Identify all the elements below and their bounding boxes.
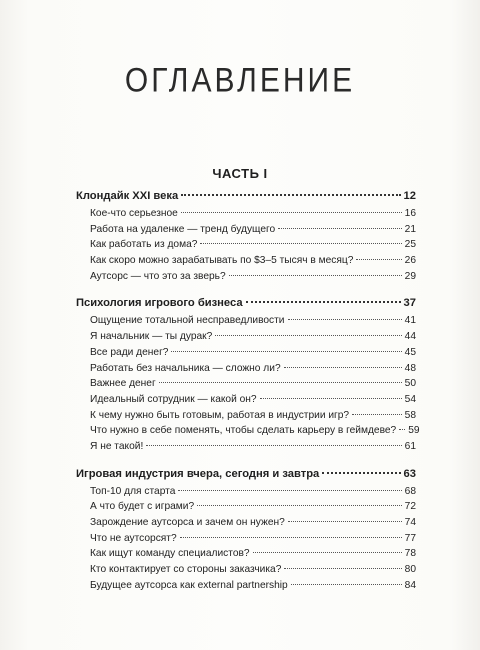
dot-leader bbox=[200, 243, 401, 244]
dot-leader bbox=[322, 472, 400, 474]
toc-section-title: Идеальный сотрудник — какой он? bbox=[90, 393, 257, 405]
dot-leader bbox=[215, 335, 401, 336]
toc-section[interactable] bbox=[76, 548, 416, 564]
toc-section[interactable] bbox=[76, 239, 416, 255]
toc-section-title: Топ-10 для старта bbox=[90, 485, 176, 497]
toc-section-title: Как работать из дома? bbox=[90, 239, 198, 251]
page-number: 84 bbox=[404, 579, 416, 591]
dot-leader bbox=[181, 194, 400, 196]
chapter-spacer bbox=[76, 457, 416, 468]
toc-section-title: Как ищут команду специалистов? bbox=[90, 548, 250, 560]
toc-section[interactable] bbox=[76, 347, 416, 363]
dot-leader bbox=[278, 228, 402, 229]
dot-leader bbox=[180, 537, 402, 538]
toc-section[interactable] bbox=[76, 224, 416, 240]
toc-section[interactable] bbox=[76, 564, 416, 580]
page-number: 48 bbox=[404, 362, 416, 374]
toc-section-title: Работать без начальника — сложно ли? bbox=[90, 362, 281, 374]
page-number: 74 bbox=[404, 517, 416, 528]
toc-section-title: Кто контактирует со стороны заказчика? bbox=[90, 564, 282, 576]
page-number: 68 bbox=[404, 485, 416, 497]
dot-leader bbox=[356, 259, 401, 260]
page-number: 77 bbox=[404, 532, 416, 544]
toc-section-title: Кое-что серьезное bbox=[90, 208, 178, 219]
dot-leader bbox=[229, 275, 402, 276]
dot-leader bbox=[181, 212, 402, 213]
toc-section-title: Все ради денег? bbox=[90, 346, 169, 358]
toc-chapter[interactable] bbox=[76, 297, 416, 315]
page-number: 41 bbox=[404, 315, 416, 327]
toc-section[interactable] bbox=[76, 255, 416, 271]
dot-leader bbox=[284, 367, 402, 368]
toc-chapter-title: Клондайк XXI века bbox=[76, 190, 179, 202]
toc-chapter[interactable] bbox=[76, 468, 416, 486]
page-number: 44 bbox=[404, 331, 416, 343]
toc-section-title: Что нужно в себе поменять, чтобы сделать карьеру в геймдеве? bbox=[90, 425, 397, 437]
toc-chapter-title: Психология игрового бизнеса bbox=[76, 297, 243, 310]
page-number: 50 bbox=[404, 378, 416, 390]
toc-section[interactable] bbox=[76, 486, 416, 502]
toc-chapter-title: Игровая индустрия вчера, сегодня и завтра bbox=[76, 467, 320, 480]
part-heading: ЧАСТЬ I bbox=[212, 166, 268, 181]
dot-leader bbox=[146, 445, 401, 446]
page-number: 12 bbox=[403, 190, 416, 202]
page-number: 78 bbox=[404, 548, 416, 560]
toc-section-title: Зарождение аутсорса и зачем он нужен? bbox=[90, 517, 285, 528]
page-number: 58 bbox=[404, 409, 416, 421]
page-number: 26 bbox=[404, 255, 416, 267]
toc-section[interactable] bbox=[76, 378, 416, 394]
toc-section[interactable] bbox=[76, 517, 416, 533]
page-number: 61 bbox=[404, 440, 416, 452]
page-number: 59 bbox=[408, 425, 420, 437]
page-number: 72 bbox=[404, 501, 416, 513]
page-number: 25 bbox=[404, 239, 416, 251]
page-number: 29 bbox=[404, 270, 416, 282]
dot-leader bbox=[260, 398, 402, 399]
toc-section[interactable] bbox=[76, 425, 420, 441]
toc-section-title: Важнее денег bbox=[90, 378, 156, 390]
dot-leader bbox=[288, 319, 402, 320]
dot-leader bbox=[291, 584, 402, 585]
dot-leader bbox=[253, 552, 402, 553]
toc-section-title: Аутсорс — что это за зверь? bbox=[90, 270, 226, 282]
table-of-contents bbox=[76, 190, 420, 595]
dot-leader bbox=[246, 301, 401, 303]
toc-section[interactable] bbox=[76, 501, 416, 517]
toc-section-title: А что будет с играми? bbox=[90, 501, 195, 513]
page-number: 45 bbox=[404, 346, 416, 358]
dot-leader bbox=[399, 429, 405, 430]
toc-section[interactable] bbox=[76, 315, 416, 331]
page-number: 37 bbox=[403, 297, 416, 310]
toc-section[interactable] bbox=[76, 363, 416, 379]
page-number: 16 bbox=[404, 208, 416, 219]
dot-leader bbox=[284, 568, 401, 569]
page-title: ОГЛАВЛЕНИЕ bbox=[124, 61, 356, 100]
dot-leader bbox=[159, 382, 402, 383]
toc-section-title: Будущее аутсорса как external partnership bbox=[90, 579, 288, 591]
dot-leader bbox=[171, 351, 401, 352]
toc-chapter[interactable] bbox=[76, 190, 416, 208]
toc-section-title: Я начальник — ты дурак? bbox=[90, 331, 213, 343]
page-number: 54 bbox=[404, 393, 416, 405]
page-number: 80 bbox=[404, 564, 416, 576]
dot-leader bbox=[288, 521, 402, 522]
toc-section-title: Работа на удаленке — тренд будущего bbox=[90, 223, 276, 235]
toc-section-title: К чему нужно быть готовым, работая в индустрии игр? bbox=[90, 409, 350, 421]
dot-leader bbox=[197, 505, 402, 506]
toc-section-title: Я не такой! bbox=[90, 440, 144, 452]
toc-section[interactable] bbox=[76, 331, 416, 347]
toc-section[interactable] bbox=[76, 410, 416, 426]
toc-section[interactable] bbox=[76, 394, 416, 410]
toc-section[interactable] bbox=[76, 580, 416, 596]
toc-section-title: Ощущение тотальной несправедливости bbox=[90, 315, 285, 327]
toc-section[interactable] bbox=[76, 271, 416, 287]
toc-section-title: Как скоро можно зарабатывать по $3–5 тысяч в месяц? bbox=[90, 255, 354, 267]
toc-section[interactable] bbox=[76, 441, 416, 457]
dot-leader bbox=[352, 414, 402, 415]
toc-section[interactable] bbox=[76, 208, 416, 224]
toc-section[interactable] bbox=[76, 533, 416, 549]
page-number: 63 bbox=[403, 467, 416, 480]
chapter-spacer bbox=[76, 286, 416, 297]
dot-leader bbox=[178, 490, 401, 491]
toc-section-title: Что не аутсорсят? bbox=[90, 532, 177, 544]
page-number: 21 bbox=[404, 223, 416, 235]
